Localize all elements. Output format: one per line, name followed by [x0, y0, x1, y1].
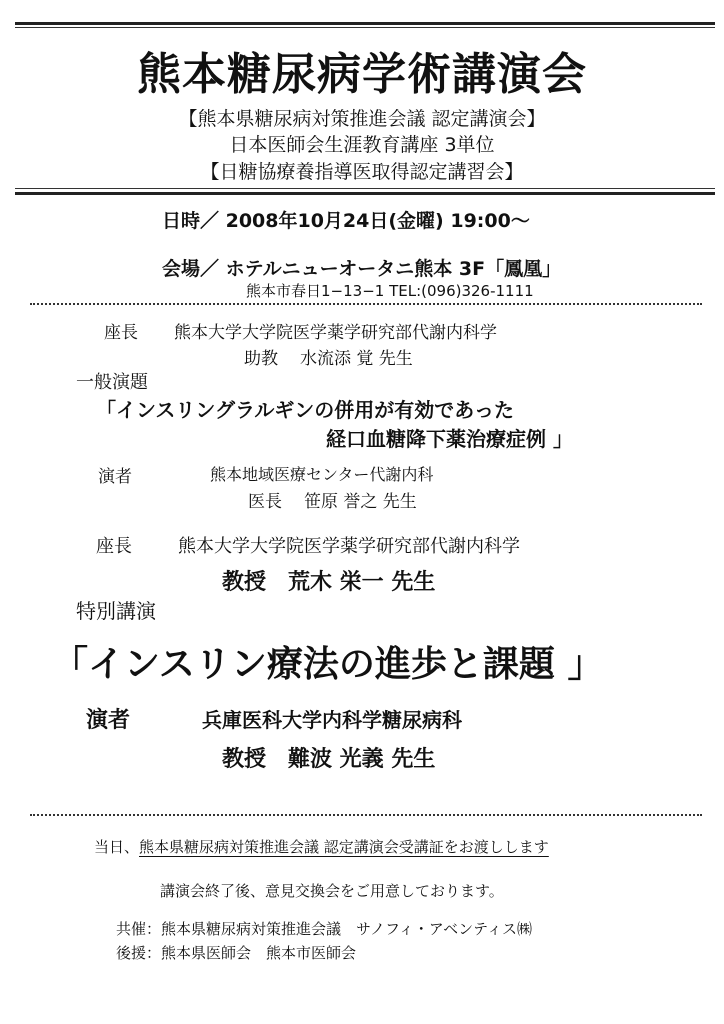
header-line-1: 【熊本県糖尿病対策推進会議 認定講演会】 — [178, 108, 546, 130]
chair-name: 水流添 覚 先生 — [300, 349, 413, 369]
venue-address: 熊本市春日1−13−1 TEL:(096)326-1111 — [246, 282, 534, 300]
talk-title-line-2: 経口血糖降下薬治療症例 」 — [326, 427, 573, 451]
certificate-prefix: 当日、 — [94, 838, 140, 856]
chair-affiliation: 熊本大学大学院医学薬学研究部代謝内科学 — [174, 323, 497, 343]
reception-notice: 講演会終了後、意見交換会をご用意しております。 — [160, 882, 504, 900]
certificate-notice — [94, 836, 549, 857]
header-rule-thin — [15, 188, 715, 189]
session-category-2: 特別講演 — [76, 599, 156, 623]
talk-title-line-1: 「インスリングラルギンの併用が有効であった — [96, 398, 514, 422]
chair-position-2: 教授 — [222, 570, 267, 595]
chair-name-2: 荒木 栄一 先生 — [288, 570, 436, 595]
chair-label: 座長 — [104, 323, 138, 343]
divider-dotted-1 — [30, 303, 702, 305]
speaker-affiliation-2: 兵庫医科大学内科学糖尿病科 — [202, 708, 462, 732]
session-category: 一般演題 — [76, 372, 148, 393]
chair-name-line-2 — [222, 565, 435, 596]
chair-name-line — [244, 344, 413, 369]
certificate-text: 熊本県糖尿病対策推進会議 認定講演会受講証をお渡しします — [139, 838, 549, 856]
chair-affiliation-2: 熊本大学大学院医学薬学研究部代謝内科学 — [178, 536, 520, 557]
special-talk-title: 「インスリン療法の進歩と課題 」 — [52, 644, 604, 685]
header-line-3: 【日糖協療養指導医取得認定講習会】 — [200, 161, 524, 183]
speaker-label-2: 演者 — [86, 708, 131, 733]
header-rule — [15, 192, 715, 195]
speaker-name: 笹原 誉之 先生 — [304, 492, 417, 512]
chair-position: 助教 — [244, 349, 278, 369]
chair-label-2: 座長 — [96, 536, 132, 557]
speaker-name-line-2 — [222, 742, 435, 773]
support-line: 後援：熊本県医師会 熊本市医師会 — [116, 944, 357, 962]
header-line-2: 日本医師会生涯教育講座 3単位 — [229, 134, 495, 156]
top-rule — [15, 22, 715, 25]
speaker-position: 医長 — [248, 492, 282, 512]
speaker-name-2: 難波 光義 先生 — [288, 747, 436, 772]
divider-dotted-2 — [30, 814, 702, 816]
speaker-name-line — [248, 487, 417, 512]
top-rule-thin — [15, 27, 715, 28]
speaker-affiliation: 熊本地域医療センター代謝内科 — [210, 465, 434, 484]
event-datetime: 日時／ 2008年10月24日(金曜) 19:00～ — [162, 210, 530, 232]
speaker-position-2: 教授 — [222, 747, 267, 772]
speaker-label: 演者 — [98, 467, 132, 487]
event-venue: 会場／ ホテルニューオータニ熊本 3F「鳳凰」 — [162, 258, 562, 280]
cohost-line: 共催：熊本県糖尿病対策推進会議 サノフィ・アベンティス㈱ — [116, 920, 532, 938]
page-title: 熊本糖尿病学術講演会 — [137, 49, 587, 100]
